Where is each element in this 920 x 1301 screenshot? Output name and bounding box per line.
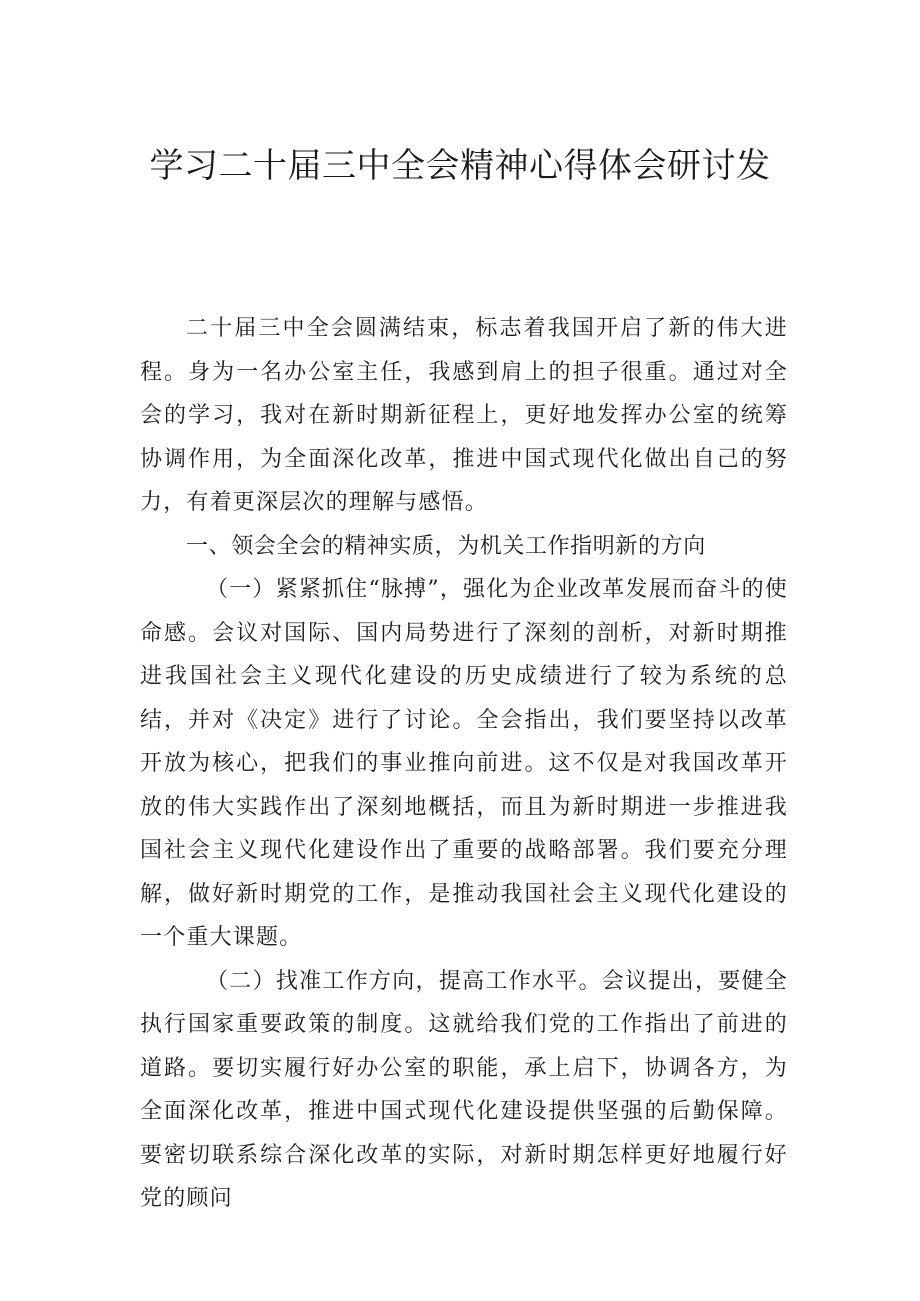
document-body bbox=[140, 307, 788, 1221]
intro-paragraph: 二十届三中全会圆满结束，标志着我国开启了新的伟大进程。身为一名办公室主任，我感到肩上的担子很重。通过对全会的学习，我对在新时期新征程上，更好地发挥办公室的统筹协调作用，为全面深化改革，推进中国式现代化做出自己的努力，有着更深层次的理解与感悟。 bbox=[140, 316, 788, 515]
document-title: 学习二十届三中全会精神心得体会研讨发 bbox=[149, 146, 771, 186]
section-heading: 一、领会全会的精神实质，为机关工作指明新的方向 bbox=[186, 533, 706, 559]
subsection-paragraph-2: （二）找准工作方向，提高工作水平。会议提出，要健全执行国家重要政策的制度。这就给我们党的工作指出了前进的道路。要切实履行好办公室的职能，承上启下，协调各方，为全面深化改革，推进中国式现代化建设提供坚强的后勤保障。要密切联系综合深化改革的实际，对新时期怎样更好地履行好党的顾问 bbox=[140, 968, 788, 1211]
subsection-paragraph-1: （一）紧紧抓住“脉搏”，强化为企业改革发展而奋斗的使命感。会议对国际、国内局势进行了深刻的剖析，对新时期推进我国社会主义现代化建设的历史成绩进行了较为系统的总结，并对《决定》进行了讨论。全会指出，我们要坚持以改革开放为核心，把我们的事业推向前进。这不仅是对我国改革开放的伟大实践作出了深刻地概括，而且为新时期进一步推进我国社会主义现代化建设作出了重要的战略部署。我们要充分理解，做好新时期党的工作，是推动我国社会主义现代化建设的一个重大课题。 bbox=[140, 577, 788, 950]
